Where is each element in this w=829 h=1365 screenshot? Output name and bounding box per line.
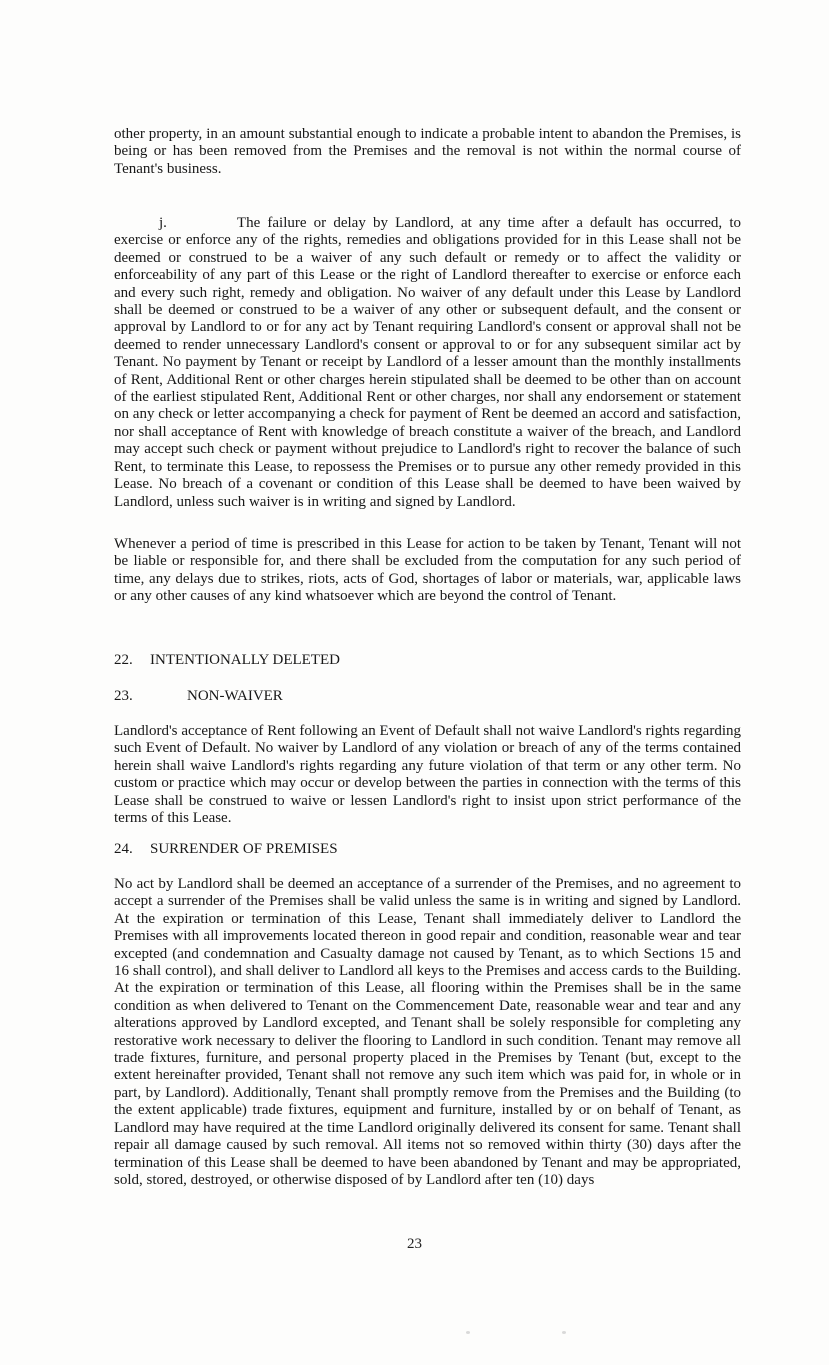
section-23-number: 23. [114, 688, 133, 704]
scan-artifact-right [562, 1331, 566, 1334]
section-24-body: No act by Landlord shall be deemed an acceptance of a surrender of the Premises, and no agreement to accept a surrender of the Premises shall be valid unless the same is in writing and signed by Landlord. At the expiration or termination of this Lease, Tenant shall immediately deliver to Landlord the Premises with all improvements located thereon in good repair and condition, reasonable wear and tear excepted (and condemnation and Casualty damage not caused by Tenant, as to which Sections 15 and 16 shall control), and shall deliver to Landlord all keys to the Premises and access cards to the Building. At the expiration or termination of this Lease, all flooring within the Premises shall be in the same condition as when delivered to Tenant on the Commencement Date, reasonable wear and tear and any alterations approved by Landlord excepted, and Tenant shall be solely responsible for completing any restorative work necessary to deliver the flooring to Landlord in such condition. Tenant may remove all trade fixtures, furniture, and personal property placed in the Premises by Tenant (but, except to the extent hereinafter provided, Tenant shall not remove any such item which was paid for, in whole or in part, by Landlord). Additionally, Tenant shall promptly remove from the Premises and the Building (to the extent applicable) trade fixtures, equipment and furniture, installed by or on behalf of Tenant, as Landlord may have required at the time Landlord originally delivered its consent for same. Tenant shall repair all damage caused by such removal. All items not so removed within thirty (30) days after the termination of this Lease shall be deemed to have been abandoned by Tenant and may be appropriated, sold, stored, destroyed, or otherwise disposed of by Landlord after ten (10) days [114, 876, 741, 1188]
page-number: 23 [407, 1236, 422, 1252]
paragraph-abandon-premises: other property, in an amount substantial enough to indicate a probable intent to abandon the Premises, is being or has been removed from the Premises and the removal is not within the normal course of Tenant's business. [114, 126, 741, 177]
paragraph-time-period: Whenever a period of time is prescribed in this Lease for action to be taken by Tenant, Tenant will not be liable or responsible for, and there shall be excluded from the computation for any such period of time, any delays due to strikes, riots, acts of God, shortages of labor or materials, war, applicable laws or any other causes of any kind whatsoever which are beyond the control of Tenant. [114, 536, 741, 605]
paragraph-clause-j [114, 215, 741, 511]
section-22-heading [114, 652, 741, 669]
section-23-heading [114, 688, 741, 705]
section-24-number: 24. [114, 841, 133, 857]
clause-j-marker: j. [159, 215, 167, 231]
clause-j-text: The failure or delay by Landlord, at any time after a default has occurred, to exercise or enforce any of the rights, remedies and obligations provided for in this Lease shall not be deemed or construed to be a waiver of any such default or remedy or to affect the validity or enforceability of any part of this Lease or the right of Landlord thereafter to exercise or enforce each and every such right, remedy and obligation. No waiver of any default under this Lease by Landlord shall be deemed or construed to be a waiver of any other or subsequent default, and the consent or approval by Landlord to or for any act by Tenant requiring Landlord's consent or approval shall not be deemed to render unnecessary Landlord's consent or approval to or for any subsequent similar act by Tenant. No payment by Tenant or receipt by Landlord of a lesser amount than the monthly installments of Rent, Additional Rent or other charges herein stipulated shall be deemed to be other than on account of the earliest stipulated Rent, Additional Rent or other charges, nor shall any endorsement or statement on any check or letter accompanying a check for payment of Rent be deemed an accord and satisfaction, nor shall acceptance of Rent with knowledge of breach constitute a waiver of the breach, and Landlord may accept such check or payment without prejudice to Landlord's right to recover the balance of such Rent, to terminate this Lease, to repossess the Premises or to pursue any other remedy provided in this Lease. No breach of a covenant or condition of this Lease shall be deemed to have been waived by Landlord, unless such waiver is in writing and signed by Landlord. [114, 215, 741, 510]
section-24-title: SURRENDER OF PREMISES [150, 841, 338, 857]
section-23-title: NON-WAIVER [187, 688, 283, 704]
section-22-title: INTENTIONALLY DELETED [150, 652, 340, 668]
section-24-heading [114, 841, 741, 858]
section-23-body: Landlord's acceptance of Rent following an Event of Default shall not waive Landlord's rights regarding such Event of Default. No waiver by Landlord of any violation or breach of any of the terms contained herein shall waive Landlord's rights regarding any future violation of that term or any other term. No custom or practice which may occur or develop between the parties in connection with the terms of this Lease shall be construed to waive or lessen Landlord's right to insist upon strict performance of the terms of this Lease. [114, 723, 741, 827]
section-22-number: 22. [114, 652, 133, 668]
scan-artifact-left [466, 1331, 470, 1334]
